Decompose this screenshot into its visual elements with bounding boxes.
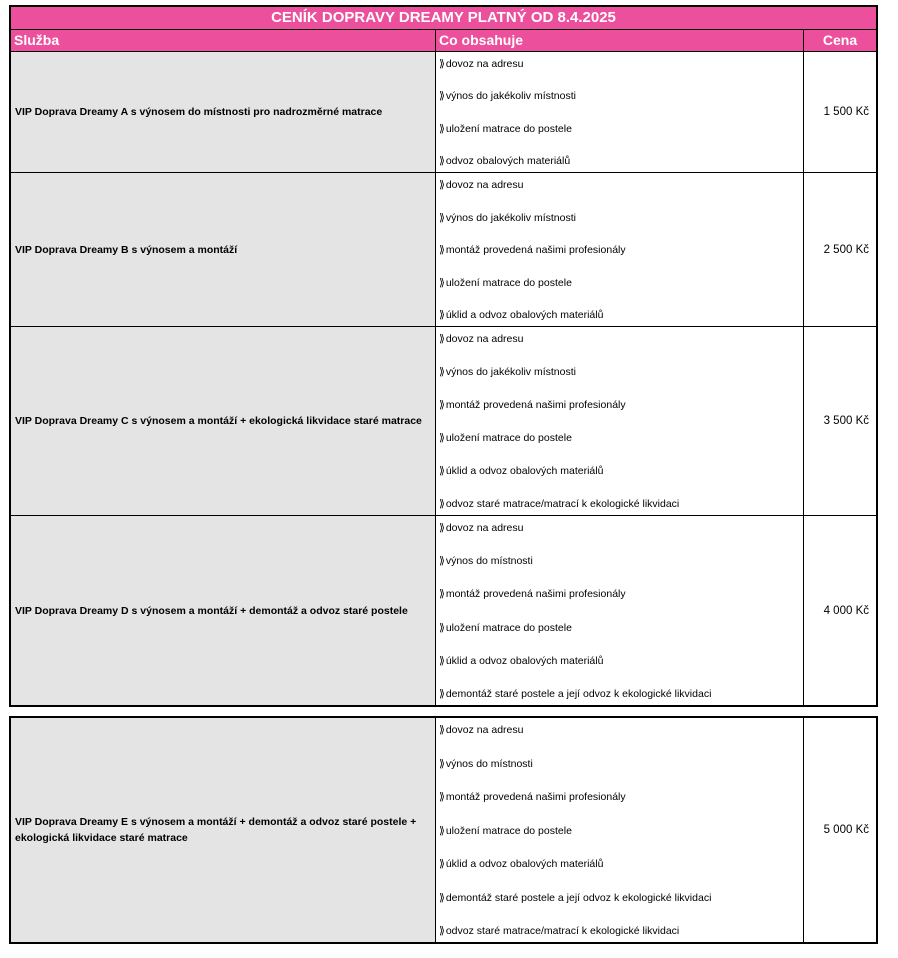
content-item	[439, 178, 800, 192]
table-header-row	[11, 30, 876, 52]
content-item-text: demontáž staré postele a její odvoz k ekologické likvidaci	[445, 687, 712, 700]
price-value: 5 000 Kč	[823, 824, 869, 836]
bullet-icon: ⟫	[439, 333, 445, 345]
content-item-text: montáž provedená našimi profesionály	[445, 588, 626, 601]
bullet-icon: ⟫	[439, 555, 445, 568]
content-item	[439, 89, 800, 103]
service-name: VIP Doprava Dreamy B s výnosem a montáží	[11, 173, 436, 326]
service-contents	[436, 173, 804, 326]
price-value: 4 000 Kč	[823, 604, 869, 617]
bullet-icon: ⟫	[439, 90, 445, 103]
bullet-icon: ⟫	[439, 122, 445, 135]
service-contents	[436, 718, 804, 942]
price-value: 1 500 Kč	[823, 106, 869, 118]
header-contents: Co obsahuje	[436, 30, 804, 51]
content-item-text: úklid a odvoz obalových materiálů	[445, 858, 604, 870]
bullet-icon: ⟫	[439, 522, 445, 534]
content-item	[439, 497, 800, 511]
content-item	[439, 790, 800, 804]
price-value: 2 500 Kč	[823, 243, 869, 256]
price-value: 3 500 Kč	[823, 415, 869, 427]
bullet-icon: ⟫	[439, 244, 445, 256]
table-row	[11, 327, 876, 516]
bullet-icon: ⟫	[439, 179, 445, 191]
bullet-icon: ⟫	[439, 588, 445, 601]
content-item	[439, 687, 800, 701]
content-item	[439, 308, 800, 322]
bullet-icon: ⟫	[439, 858, 445, 870]
bullet-icon: ⟫	[439, 465, 445, 477]
content-item	[439, 464, 800, 478]
bullet-icon: ⟫	[439, 687, 445, 700]
table-row	[11, 52, 876, 173]
content-item	[439, 587, 800, 601]
price-table-main	[9, 5, 878, 707]
content-item	[439, 211, 800, 225]
content-item-text: dovoz na adresu	[445, 333, 524, 345]
service-name: VIP Doprava Dreamy D s výnosem a montáží + demontáž a odvoz staré postele	[11, 516, 436, 705]
bullet-icon: ⟫	[439, 891, 445, 904]
content-item-text: úklid a odvoz obalových materiálů	[445, 309, 604, 321]
content-item-text: montáž provedená našimi profesionály	[445, 244, 626, 256]
content-item	[439, 554, 800, 568]
content-item-text: odvoz staré matrace/matrací k ekologické likvidaci	[445, 925, 680, 937]
content-item	[439, 154, 800, 168]
bullet-icon: ⟫	[439, 724, 445, 736]
content-item	[439, 243, 800, 257]
content-item	[439, 723, 800, 737]
content-item-text: montáž provedená našimi profesionály	[445, 399, 626, 411]
bullet-icon: ⟫	[439, 309, 445, 321]
content-item-text: dovoz na adresu	[445, 179, 524, 191]
content-item	[439, 398, 800, 412]
header-price: Cena	[822, 32, 858, 48]
bullet-icon: ⟫	[439, 276, 445, 289]
content-item	[439, 924, 800, 938]
content-item	[439, 824, 800, 838]
content-item-text: demontáž staré postele a její odvoz k ekologické likvidaci	[445, 891, 712, 904]
content-item-text: montáž provedená našimi profesionály	[445, 791, 626, 803]
content-item	[439, 276, 800, 290]
content-item-text: úklid a odvoz obalových materiálů	[445, 465, 604, 477]
content-item	[439, 521, 800, 535]
bullet-icon: ⟫	[439, 211, 445, 224]
content-item-text: uložení matrace do postele	[445, 276, 572, 289]
bullet-icon: ⟫	[439, 498, 445, 510]
bullet-icon: ⟫	[439, 925, 445, 937]
bullet-icon: ⟫	[439, 399, 445, 411]
bullet-icon: ⟫	[439, 824, 445, 837]
content-item-text: uložení matrace do postele	[445, 432, 572, 444]
content-item-text: odvoz staré matrace/matrací k ekologické likvidaci	[445, 498, 680, 510]
content-item-text: výnos do místnosti	[445, 555, 533, 568]
content-item	[439, 122, 800, 136]
service-contents	[436, 516, 804, 705]
content-item-text: výnos do jakékoliv místnosti	[445, 366, 576, 378]
content-item	[439, 365, 800, 379]
content-item	[439, 654, 800, 668]
service-name: VIP Doprava Dreamy A s výnosem do místnosti pro nadrozměrné matrace	[11, 52, 436, 172]
content-item-text: dovoz na adresu	[445, 724, 524, 736]
content-item-text: úklid a odvoz obalových materiálů	[445, 654, 604, 667]
content-item	[439, 621, 800, 635]
table-row	[11, 173, 876, 327]
content-item	[439, 891, 800, 905]
price-table-title: CENÍK DOPRAVY DREAMY PLATNÝ OD 8.4.2025	[11, 7, 876, 30]
service-contents	[436, 52, 804, 172]
content-item	[439, 757, 800, 771]
content-item-text: odvoz obalových materiálů	[445, 154, 571, 167]
table-body	[11, 52, 876, 705]
content-item-text: výnos do jakékoliv místnosti	[445, 211, 576, 224]
content-item-text: dovoz na adresu	[445, 522, 524, 534]
bullet-icon: ⟫	[439, 757, 445, 770]
content-item	[439, 57, 800, 71]
bullet-icon: ⟫	[439, 58, 445, 70]
bullet-icon: ⟫	[439, 654, 445, 667]
content-item-text: dovoz na adresu	[445, 58, 524, 70]
content-item	[439, 857, 800, 871]
bullet-icon: ⟫	[439, 154, 445, 167]
content-item-text: uložení matrace do postele	[445, 122, 572, 135]
table-body-extra	[11, 718, 876, 942]
bullet-icon: ⟫	[439, 432, 445, 444]
content-item	[439, 332, 800, 346]
bullet-icon: ⟫	[439, 621, 445, 634]
content-item-text: výnos do místnosti	[445, 757, 533, 770]
bullet-icon: ⟫	[439, 791, 445, 803]
bullet-icon: ⟫	[439, 366, 445, 378]
content-item-text: uložení matrace do postele	[445, 824, 572, 837]
content-item	[439, 431, 800, 445]
table-row	[11, 516, 876, 705]
content-item-text: výnos do jakékoliv místnosti	[445, 90, 576, 103]
service-name: VIP Doprava Dreamy C s výnosem a montáží + ekologická likvidace staré matrace	[11, 327, 436, 515]
table-row	[11, 718, 876, 942]
content-item-text: uložení matrace do postele	[445, 621, 572, 634]
service-contents	[436, 327, 804, 515]
header-service: Služba	[11, 30, 436, 51]
price-table-extra	[9, 716, 878, 944]
service-name: VIP Doprava Dreamy E s výnosem a montáží + demontáž a odvoz staré postele + ekologická likvidace staré matrace	[11, 718, 436, 942]
